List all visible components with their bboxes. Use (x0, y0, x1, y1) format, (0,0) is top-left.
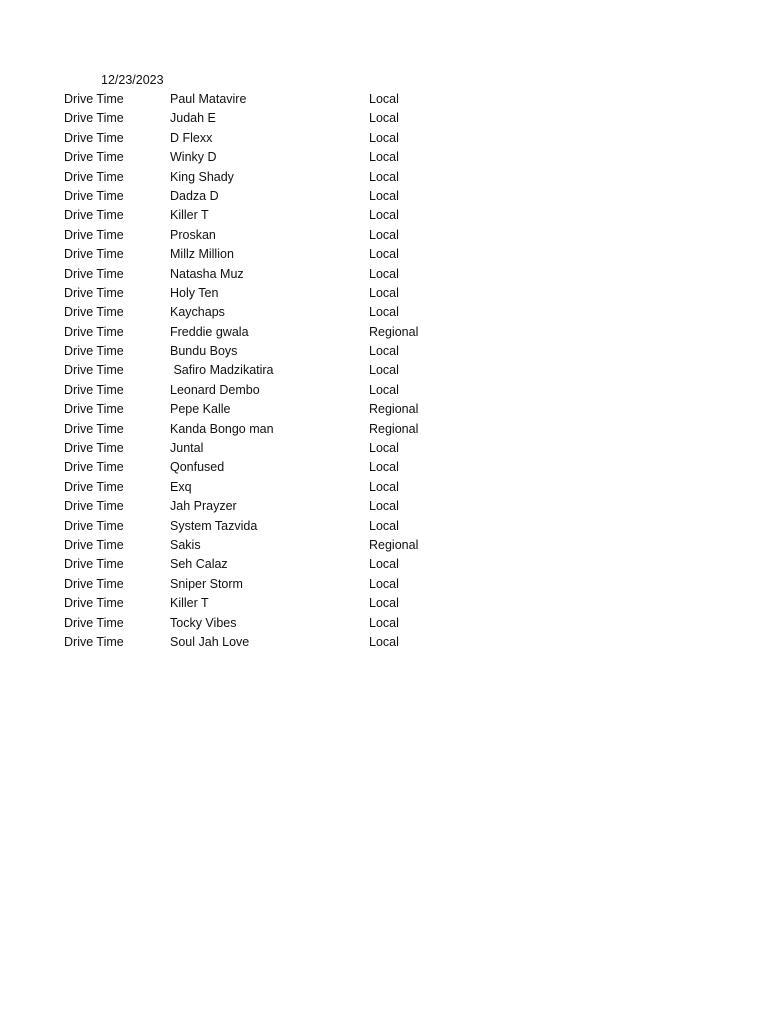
table-row (0, 381, 768, 400)
region-cell: Local (369, 227, 399, 242)
table-row (0, 265, 768, 284)
table-row (0, 129, 768, 148)
region-cell: Local (369, 518, 399, 533)
table-row (0, 187, 768, 206)
table-row (0, 517, 768, 536)
table-row (0, 633, 768, 652)
region-cell: Local (369, 266, 399, 281)
artist-cell: Holy Ten (170, 285, 219, 300)
table-row (0, 497, 768, 516)
artist-cell: Paul Matavire (170, 92, 247, 106)
artist-cell: Seh Calaz (170, 557, 228, 572)
show-cell: Drive Time (64, 344, 124, 359)
show-cell: Drive Time (64, 169, 124, 184)
show-cell: Drive Time (64, 615, 124, 630)
show-cell: Drive Time (64, 382, 124, 397)
artist-cell: King Shady (170, 169, 234, 184)
artist-cell: Leonard Dembo (170, 382, 260, 397)
table-row (0, 420, 768, 439)
region-cell: Local (369, 188, 399, 203)
sheet-date: 12/23/2023 (101, 73, 164, 87)
show-cell: Drive Time (64, 634, 124, 649)
region-cell: Local (369, 247, 399, 262)
show-cell: Drive Time (64, 285, 124, 300)
show-cell: Drive Time (64, 324, 124, 339)
artist-cell: Pepe Kalle (170, 402, 231, 417)
table-row (0, 575, 768, 594)
region-cell: Regional (369, 537, 419, 552)
artist-cell: Natasha Muz (170, 266, 244, 281)
region-cell: Local (369, 363, 399, 378)
region-cell: Regional (369, 421, 419, 436)
region-cell: Local (369, 441, 399, 456)
show-cell: Drive Time (64, 460, 124, 475)
show-cell: Drive Time (64, 518, 124, 533)
table-row (0, 245, 768, 264)
artist-cell: Bundu Boys (170, 344, 238, 359)
table-row (0, 109, 768, 128)
region-cell: Local (369, 344, 399, 359)
show-cell: Drive Time (64, 227, 124, 242)
table-row (0, 303, 768, 322)
region-cell: Local (369, 111, 399, 126)
artist-cell: Dadza D (170, 188, 219, 203)
show-cell: Drive Time (64, 130, 124, 145)
region-cell: Local (369, 382, 399, 397)
region-cell: Local (369, 169, 399, 184)
table-row (0, 614, 768, 633)
show-cell: Drive Time (64, 111, 124, 126)
show-cell: Drive Time (64, 150, 124, 165)
table-row (0, 400, 768, 419)
region-cell: Local (369, 634, 399, 649)
show-cell: Drive Time (64, 247, 124, 262)
artist-cell: Sakis (170, 537, 201, 552)
artist-cell: Millz Million (170, 247, 234, 262)
table-row (0, 206, 768, 225)
artist-cell: D Flexx (170, 130, 213, 145)
artist-cell: Kanda Bongo man (170, 421, 274, 436)
show-cell: Drive Time (64, 557, 124, 572)
artist-cell: Exq (170, 479, 192, 494)
show-cell: Drive Time (64, 479, 124, 494)
show-cell: Drive Time (64, 537, 124, 552)
region-cell: Local (369, 92, 399, 106)
artist-cell: Judah E (170, 111, 216, 126)
show-cell: Drive Time (64, 576, 124, 591)
region-cell: Local (369, 615, 399, 630)
region-cell: Local (369, 285, 399, 300)
region-cell: Local (369, 305, 399, 320)
table-row (0, 555, 768, 574)
table-row (0, 90, 768, 109)
artist-cell: Qonfused (170, 460, 225, 475)
show-cell: Drive Time (64, 92, 124, 106)
show-cell: Drive Time (64, 363, 124, 378)
region-cell: Local (369, 208, 399, 223)
artist-cell: System Tazvida (170, 518, 258, 533)
artist-cell: Proskan (170, 227, 216, 242)
artist-cell: Safiro Madzikatira (170, 363, 274, 378)
playlist-table (0, 90, 768, 652)
table-row (0, 226, 768, 245)
table-row (0, 361, 768, 380)
region-cell: Local (369, 596, 399, 611)
artist-cell: Sniper Storm (170, 576, 243, 591)
region-cell: Local (369, 479, 399, 494)
region-cell: Local (369, 460, 399, 475)
artist-cell: Soul Jah Love (170, 634, 250, 649)
region-cell: Regional (369, 324, 419, 339)
show-cell: Drive Time (64, 188, 124, 203)
region-cell: Local (369, 499, 399, 514)
table-row (0, 323, 768, 342)
region-cell: Local (369, 557, 399, 572)
show-cell: Drive Time (64, 421, 124, 436)
show-cell: Drive Time (64, 499, 124, 514)
artist-cell: Winky D (170, 150, 217, 165)
table-row (0, 342, 768, 361)
table-row (0, 148, 768, 167)
table-row (0, 478, 768, 497)
show-cell: Drive Time (64, 441, 124, 456)
table-row (0, 439, 768, 458)
artist-cell: Killer T (170, 596, 209, 611)
show-cell: Drive Time (64, 208, 124, 223)
table-row (0, 458, 768, 477)
show-cell: Drive Time (64, 402, 124, 417)
table-row (0, 594, 768, 613)
show-cell: Drive Time (64, 266, 124, 281)
region-cell: Local (369, 130, 399, 145)
table-row (0, 284, 768, 303)
artist-cell: Kaychaps (170, 305, 225, 320)
region-cell: Local (369, 576, 399, 591)
show-cell: Drive Time (64, 305, 124, 320)
artist-cell: Killer T (170, 208, 209, 223)
region-cell: Regional (369, 402, 419, 417)
artist-cell: Jah Prayzer (170, 499, 237, 514)
region-cell: Local (369, 150, 399, 165)
table-row (0, 168, 768, 187)
show-cell: Drive Time (64, 596, 124, 611)
artist-cell: Juntal (170, 441, 204, 456)
table-row (0, 536, 768, 555)
artist-cell: Tocky Vibes (170, 615, 237, 630)
artist-cell: Freddie gwala (170, 324, 249, 339)
